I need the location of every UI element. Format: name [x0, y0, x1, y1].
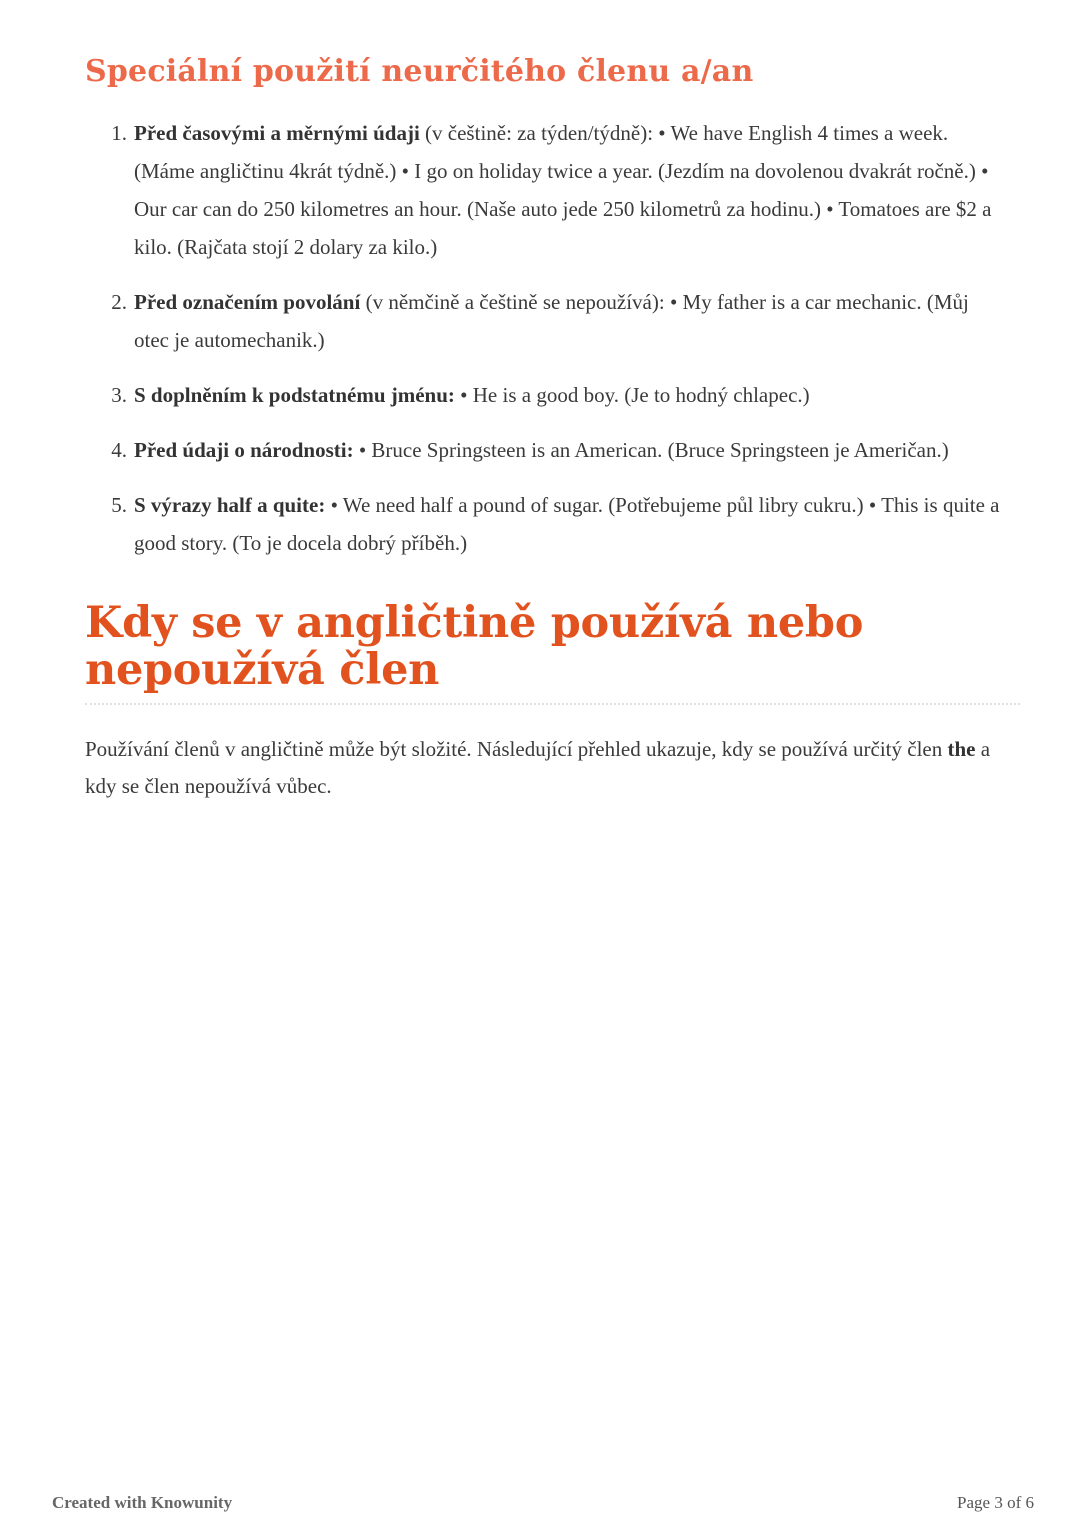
footer-branding: Created with Knowunity: [52, 1493, 233, 1512]
footer-page-number: Page 3 of 6: [957, 1493, 1034, 1512]
list-item: [105, 376, 1000, 414]
list-item: [105, 283, 1000, 359]
list-item-text: Před označením povolání (v němčině a češtině se nepoužívá): • My father is a car mechanic. (Můj otec je automechanik.): [134, 290, 969, 352]
list-item-number: 3.: [111, 383, 127, 407]
numbered-list: [85, 114, 1000, 562]
list-item-text: S doplněním k podstatnému jménu: • He is a good boy. (Je to hodný chlapec.): [134, 383, 810, 407]
section-heading-special-use: Speciální použití neurčitého členu a/an: [85, 54, 754, 89]
list-item-text: Před časovými a měrnými údaji (v češtině: za týden/týdně): • We have English 4 times a week. (Máme angličtinu 4krát týdně.) • I go on holiday twice a year. (Jezdím na dovolenou dvakrát ročně.) • Our car can do 250 kilometres an hour. (Naše auto jede 250 kilometrů za hodinu.) • Tomatoes are $2 a kilo. (Rajčata stojí 2 dolary za kilo.): [134, 121, 992, 259]
list-item: [105, 114, 1000, 266]
list-item-text: Před údaji o národnosti: • Bruce Springsteen is an American. (Bruce Springsteen je Američan.): [134, 438, 949, 462]
page-footer: [0, 1493, 1080, 1513]
dotted-divider: [85, 703, 1020, 705]
list-item-number: 1.: [111, 121, 127, 145]
intro-paragraph: Používání členů v angličtině může být složité. Následující přehled ukazuje, kdy se používá určitý člen the a kdy se člen nepoužívá vůbec.: [85, 736, 991, 798]
list-item-number: 4.: [111, 438, 127, 462]
list-item: [105, 431, 1000, 469]
list-item-text: S výrazy half a quite: • We need half a pound of sugar. (Potřebujeme půl libry cukru.) • This is quite a good story. (To je docela dobrý příběh.): [134, 493, 1000, 555]
list-item-number: 5.: [111, 493, 127, 517]
list-item-number: 2.: [111, 290, 127, 314]
page-title-article-usage: Kdy se v angličtině používá nebo nepoužívá člen: [85, 598, 864, 696]
list-item: [105, 486, 1000, 562]
